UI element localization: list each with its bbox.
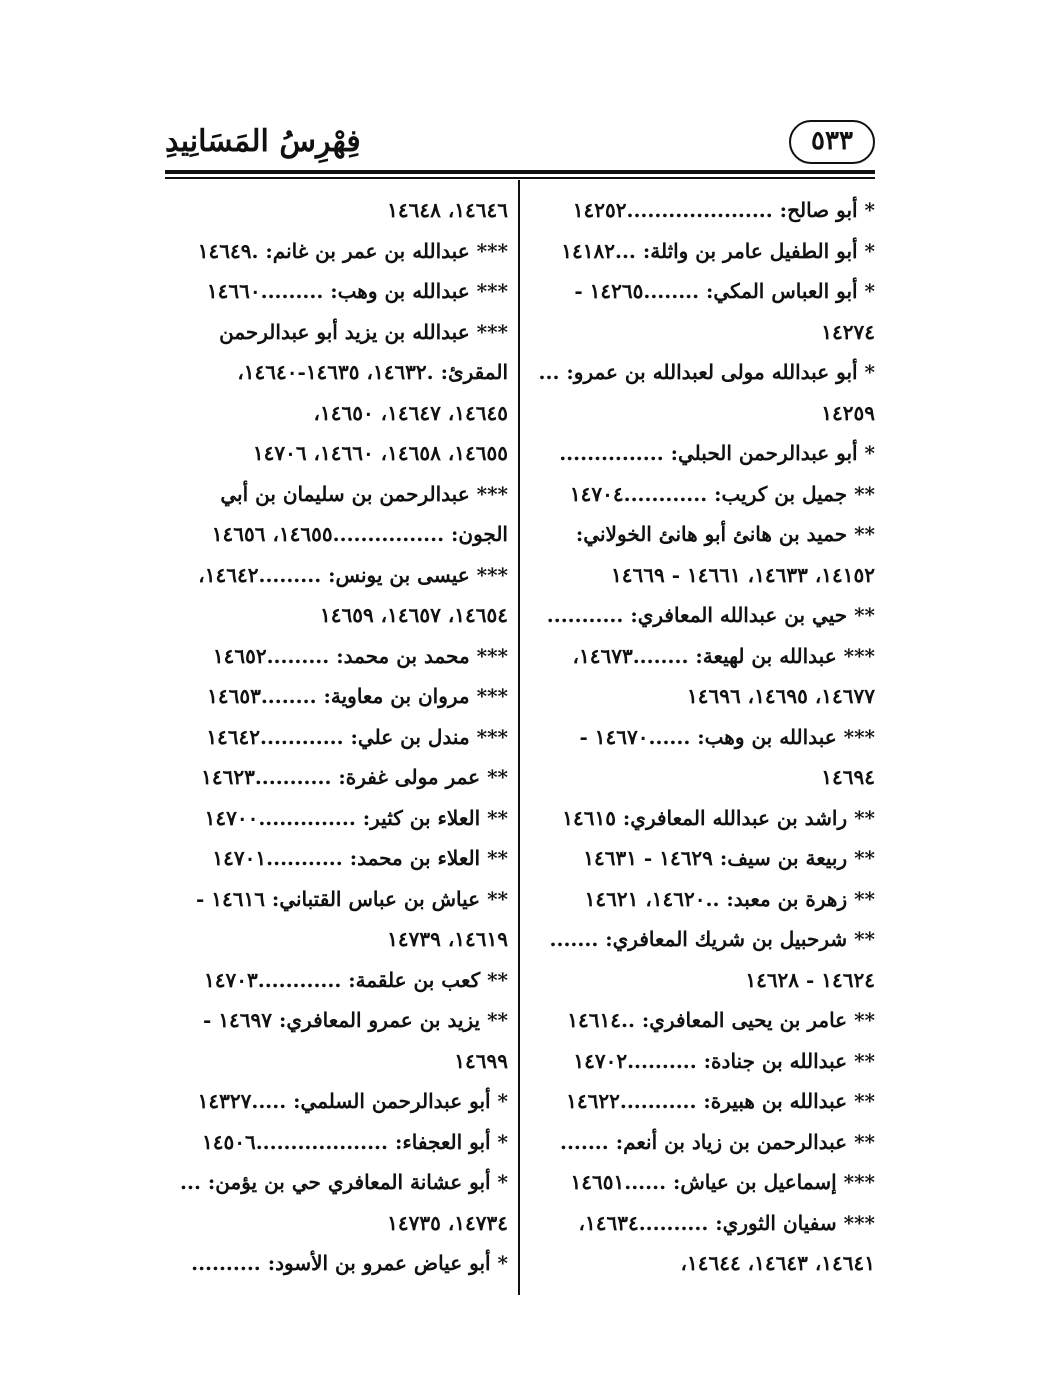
index-line: ١٤١٥٢، ١٤٦٣٣، ١٤٦٦١ - ١٤٦٦٩ bbox=[611, 562, 875, 587]
index-line: * أبو العباس المكي: ........١٤٢٦٥ - bbox=[574, 279, 875, 303]
index-line: *** عبدالله بن يزيد أبو عبدالرحمن bbox=[219, 319, 508, 344]
header-rule-thin bbox=[165, 177, 875, 179]
index-line: ١٤٢٧٤ bbox=[821, 319, 875, 344]
index-column-left bbox=[165, 190, 508, 1284]
index-line: *** عبدالله بن وهب: .........١٤٦٦٠ bbox=[206, 279, 508, 303]
index-line: * أبو صالح: .....................١٤٢٥٢ bbox=[572, 198, 875, 222]
index-line: ** حميد بن هانئ أبو هانئ الخولاني: bbox=[575, 522, 875, 546]
index-line: *** مندل بن علي: ............١٤٦٤٢ bbox=[206, 724, 508, 749]
index-line: المقرئ: .١٤٦٣٢، ١٤٦٣٥-١٤٦٤٠، bbox=[237, 360, 508, 384]
index-line: ** جميل بن كريب: ............١٤٧٠٤ bbox=[569, 481, 875, 506]
index-line: * أبو عبدالله مولى لعبدالله بن عمرو: ... bbox=[538, 360, 875, 384]
index-line: *** سفيان الثوري: ..........١٤٦٣٤، bbox=[578, 1210, 875, 1235]
index-line: *** عيسى بن يونس: .........١٤٦٤٢، bbox=[198, 562, 508, 587]
index-line: *** عبدالرحمن بن سليمان بن أبي bbox=[220, 481, 508, 506]
index-line: *** مروان بن معاوية: ........١٤٦٥٣ bbox=[207, 684, 508, 708]
index-line: *** عبدالله بن وهب: ......١٤٦٧٠ - bbox=[579, 724, 875, 749]
index-line: ١٤٦٥٥، ١٤٦٥٨، ١٤٦٦٠، ١٤٧٠٦ bbox=[252, 441, 508, 465]
index-line: ** العلاء بن محمد: ...........١٤٧٠١ bbox=[212, 846, 508, 870]
index-line: * أبو عشانة المعافري حي بن يؤمن: ... bbox=[180, 1170, 508, 1194]
index-line: *** محمد بن محمد: .........١٤٦٥٢ bbox=[212, 643, 508, 668]
index-line: ١٤٢٥٩ bbox=[821, 400, 875, 425]
index-line: ** ربيعة بن سيف: ١٤٦٢٩ - ١٤٦٣١ bbox=[583, 846, 875, 870]
index-line: ١٤٦٢٤ - ١٤٦٢٨ bbox=[745, 967, 875, 992]
index-line: ** عياش بن عباس القتباني: ١٤٦١٦ - bbox=[195, 886, 508, 911]
index-line: ** عامر بن يحيى المعافري: ..١٤٦١٤ bbox=[567, 1008, 875, 1032]
index-line: * أبو العجفاء: ...................١٤٥٠٦ bbox=[201, 1129, 508, 1154]
index-line: الجون: ................١٤٦٥٥، ١٤٦٥٦ bbox=[211, 522, 508, 546]
index-line: ** يزيد بن عمرو المعافري: ١٤٦٩٧ - bbox=[203, 1008, 508, 1032]
index-line: ١٤٦١٩، ١٤٧٣٩ bbox=[387, 927, 508, 951]
index-line: ** شرحبيل بن شريك المعافري: ....... bbox=[549, 927, 875, 951]
index-line: *** إسماعيل بن عياش: ......١٤٦٥١ bbox=[570, 1170, 875, 1194]
index-line: ** عبدالله بن جنادة: ..........١٤٧٠٢ bbox=[573, 1048, 875, 1073]
index-line: ١٤٦٩٩ bbox=[454, 1048, 508, 1073]
index-line: ** عمر مولى غفرة: ...........١٤٦٢٣ bbox=[201, 765, 508, 789]
index-line: * أبو عبدالرحمن الحبلي: ............... bbox=[559, 441, 875, 465]
index-line: ١٤٦٤١، ١٤٦٤٣، ١٤٦٤٤، bbox=[680, 1251, 875, 1275]
index-line: ١٤٦٥٤، ١٤٦٥٧، ١٤٦٥٩ bbox=[320, 603, 508, 627]
index-line: ١٤٦٧٧، ١٤٦٩٥، ١٤٦٩٦ bbox=[687, 684, 875, 708]
index-line: ** عبدالله بن هبيرة: ...........١٤٦٢٢ bbox=[566, 1089, 875, 1113]
index-line: ** العلاء بن كثير: ..............١٤٧٠٠ bbox=[204, 805, 508, 830]
index-line: *** عبدالله بن لهيعة: ........١٤٦٧٣، bbox=[572, 643, 875, 668]
index-line: ** راشد بن عبدالله المعافري: ١٤٦١٥ bbox=[562, 805, 875, 830]
index-line: ١٤٧٣٤، ١٤٧٣٥ bbox=[387, 1210, 508, 1235]
index-line: ** كعب بن علقمة: ............١٤٧٠٣ bbox=[204, 967, 508, 992]
index-line: ** حيي بن عبدالله المعافري: ........... bbox=[546, 603, 875, 627]
page-number-badge: ٥٣٣ bbox=[789, 120, 875, 164]
index-column-right bbox=[532, 190, 875, 1284]
index-line: ١٤٦٤٦، ١٤٦٤٨ bbox=[387, 198, 508, 222]
index-line: ** عبدالرحمن بن زياد بن أنعم: ....... bbox=[559, 1129, 875, 1154]
column-divider bbox=[518, 180, 520, 1295]
index-line: * أبو عبدالرحمن السلمي: .....١٤٣٢٧ bbox=[197, 1089, 508, 1113]
index-line: * أبو عياض عمرو بن الأسود: .......... bbox=[191, 1251, 508, 1275]
index-line: ١٤٦٤٥، ١٤٦٤٧، ١٤٦٥٠، bbox=[313, 400, 508, 425]
header-rule-thick bbox=[165, 170, 875, 174]
index-line: *** عبدالله بن عمر بن غانم: .١٤٦٤٩ bbox=[197, 238, 508, 263]
running-title: فِهْرِسُ المَسَانِيدِ bbox=[165, 124, 361, 159]
index-line: * أبو الطفيل عامر بن واثلة: ...١٤١٨٢ bbox=[561, 238, 875, 263]
index-line: ** زهرة بن معبد: ..١٤٦٢٠، ١٤٦٢١ bbox=[584, 886, 875, 911]
index-line: ١٤٦٩٤ bbox=[821, 765, 875, 789]
page-header bbox=[165, 112, 875, 172]
